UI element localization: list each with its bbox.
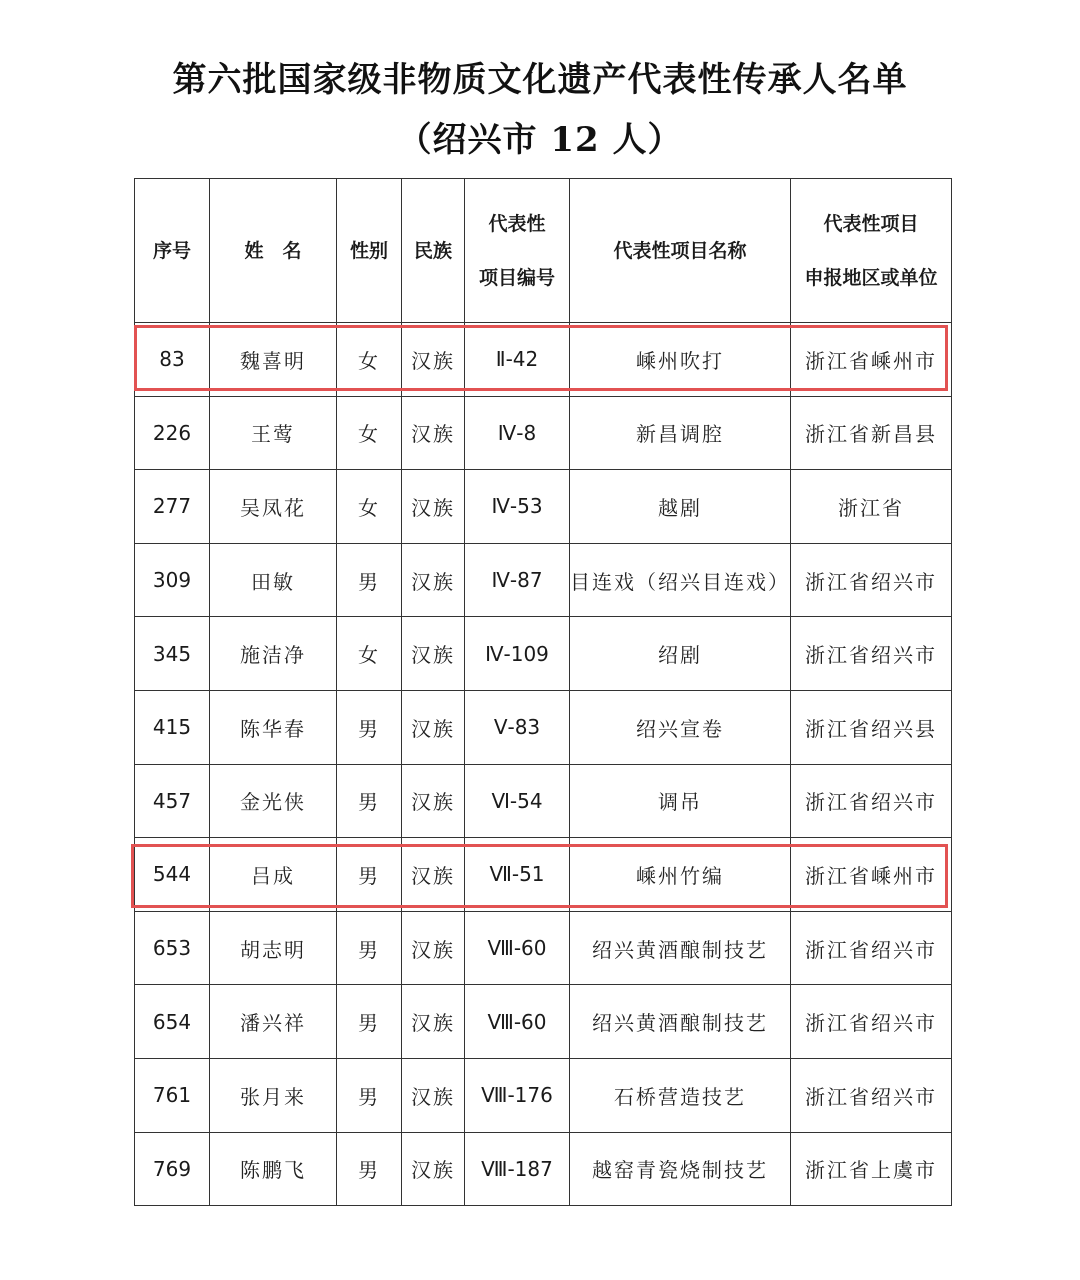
table-header-row — [135, 179, 952, 323]
cell-ethnicity: 汉族 — [402, 985, 465, 1059]
cell-gender: 女 — [337, 323, 402, 397]
cell-region: 浙江省绍兴市 — [791, 543, 952, 617]
cell-project-code: Ⅳ-109 — [465, 617, 570, 691]
cell-name: 陈华春 — [210, 690, 337, 764]
cell-project-name: 调吊 — [570, 764, 791, 838]
cell-seq: 226 — [135, 396, 210, 470]
table-row — [135, 985, 952, 1059]
header-project-name: 代表性项目名称 — [570, 179, 791, 323]
header-project-code-line2: 项目编号 — [478, 266, 555, 289]
cell-gender: 女 — [337, 470, 402, 544]
cell-ethnicity: 汉族 — [402, 911, 465, 985]
cell-project-name: 目连戏（绍兴目连戏） — [570, 543, 791, 617]
cell-project-name: 绍兴宣卷 — [570, 690, 791, 764]
cell-name: 吴凤花 — [210, 470, 337, 544]
cell-ethnicity: 汉族 — [402, 323, 465, 397]
table-row — [135, 470, 952, 544]
cell-project-code: Ⅵ-54 — [465, 764, 570, 838]
document-title: 第六批国家级非物质文化遗产代表性传承人名单 — [172, 60, 908, 100]
cell-ethnicity: 汉族 — [402, 764, 465, 838]
cell-ethnicity: 汉族 — [402, 470, 465, 544]
table-row — [135, 911, 952, 985]
cell-region: 浙江省绍兴市 — [791, 985, 952, 1059]
cell-project-code: Ⅳ-87 — [465, 543, 570, 617]
inheritor-table — [134, 178, 952, 1206]
cell-project-code: Ⅳ-53 — [465, 470, 570, 544]
cell-project-code: Ⅴ-83 — [465, 690, 570, 764]
cell-seq: 309 — [135, 543, 210, 617]
cell-gender: 男 — [337, 543, 402, 617]
cell-seq: 83 — [135, 323, 210, 397]
header-project-code-line1: 代表性 — [488, 212, 546, 235]
cell-gender: 男 — [337, 911, 402, 985]
table-row — [135, 617, 952, 691]
cell-gender: 女 — [337, 617, 402, 691]
cell-project-name: 嵊州竹编 — [570, 838, 791, 912]
cell-name: 吕成 — [210, 838, 337, 912]
cell-region: 浙江省上虞市 — [791, 1132, 952, 1206]
header-region — [791, 179, 952, 323]
cell-seq: 457 — [135, 764, 210, 838]
cell-project-name: 新昌调腔 — [570, 396, 791, 470]
cell-ethnicity: 汉族 — [402, 543, 465, 617]
cell-name: 田敏 — [210, 543, 337, 617]
cell-project-name: 越剧 — [570, 470, 791, 544]
header-ethnicity: 民族 — [402, 179, 465, 323]
cell-project-code: Ⅷ-187 — [465, 1132, 570, 1206]
header-seq: 序号 — [135, 179, 210, 323]
cell-seq: 415 — [135, 690, 210, 764]
cell-region: 浙江省绍兴市 — [791, 1058, 952, 1132]
cell-project-name: 嵊州吹打 — [570, 323, 791, 397]
cell-region: 浙江省绍兴市 — [791, 911, 952, 985]
header-region-line2: 申报地区或单位 — [804, 266, 938, 289]
table-row — [135, 690, 952, 764]
table-row — [135, 1058, 952, 1132]
cell-gender: 男 — [337, 764, 402, 838]
cell-ethnicity: 汉族 — [402, 1058, 465, 1132]
table-row — [135, 764, 952, 838]
table-row — [135, 838, 952, 912]
cell-project-name: 石桥营造技艺 — [570, 1058, 791, 1132]
table-row — [135, 1132, 952, 1206]
cell-seq: 544 — [135, 838, 210, 912]
header-project-code — [465, 179, 570, 323]
cell-name: 施洁净 — [210, 617, 337, 691]
cell-region: 浙江省嵊州市 — [791, 838, 952, 912]
cell-gender: 男 — [337, 985, 402, 1059]
cell-ethnicity: 汉族 — [402, 617, 465, 691]
cell-project-code: Ⅷ-176 — [465, 1058, 570, 1132]
cell-gender: 女 — [337, 396, 402, 470]
cell-project-code: Ⅶ-51 — [465, 838, 570, 912]
cell-project-name: 绍兴黄酒酿制技艺 — [570, 985, 791, 1059]
table-row — [135, 396, 952, 470]
cell-seq: 654 — [135, 985, 210, 1059]
cell-region: 浙江省嵊州市 — [791, 323, 952, 397]
cell-seq: 653 — [135, 911, 210, 985]
cell-name: 金光侠 — [210, 764, 337, 838]
cell-project-code: Ⅳ-8 — [465, 396, 570, 470]
cell-seq: 277 — [135, 470, 210, 544]
cell-name: 张月来 — [210, 1058, 337, 1132]
cell-name: 胡志明 — [210, 911, 337, 985]
cell-seq: 345 — [135, 617, 210, 691]
cell-project-code: Ⅷ-60 — [465, 985, 570, 1059]
cell-region: 浙江省绍兴县 — [791, 690, 952, 764]
cell-name: 魏喜明 — [210, 323, 337, 397]
cell-ethnicity: 汉族 — [402, 838, 465, 912]
cell-project-code: Ⅷ-60 — [465, 911, 570, 985]
cell-region: 浙江省 — [791, 470, 952, 544]
cell-ethnicity: 汉族 — [402, 396, 465, 470]
cell-seq: 769 — [135, 1132, 210, 1206]
document-subtitle: （绍兴市 12 人） — [397, 120, 683, 160]
cell-gender: 男 — [337, 1132, 402, 1206]
cell-project-name: 越窑青瓷烧制技艺 — [570, 1132, 791, 1206]
cell-region: 浙江省绍兴市 — [791, 764, 952, 838]
cell-gender: 男 — [337, 1058, 402, 1132]
table-row — [135, 323, 952, 397]
header-name: 姓 名 — [210, 179, 337, 323]
header-region-line1: 代表性项目 — [823, 212, 919, 235]
cell-gender: 男 — [337, 690, 402, 764]
cell-name: 潘兴祥 — [210, 985, 337, 1059]
cell-ethnicity: 汉族 — [402, 1132, 465, 1206]
cell-project-code: Ⅱ-42 — [465, 323, 570, 397]
cell-name: 陈鹏飞 — [210, 1132, 337, 1206]
cell-gender: 男 — [337, 838, 402, 912]
cell-region: 浙江省新昌县 — [791, 396, 952, 470]
cell-region: 浙江省绍兴市 — [791, 617, 952, 691]
header-gender: 性别 — [337, 179, 402, 323]
cell-name: 王莺 — [210, 396, 337, 470]
cell-ethnicity: 汉族 — [402, 690, 465, 764]
cell-seq: 761 — [135, 1058, 210, 1132]
cell-project-name: 绍兴黄酒酿制技艺 — [570, 911, 791, 985]
table-row — [135, 543, 952, 617]
cell-project-name: 绍剧 — [570, 617, 791, 691]
